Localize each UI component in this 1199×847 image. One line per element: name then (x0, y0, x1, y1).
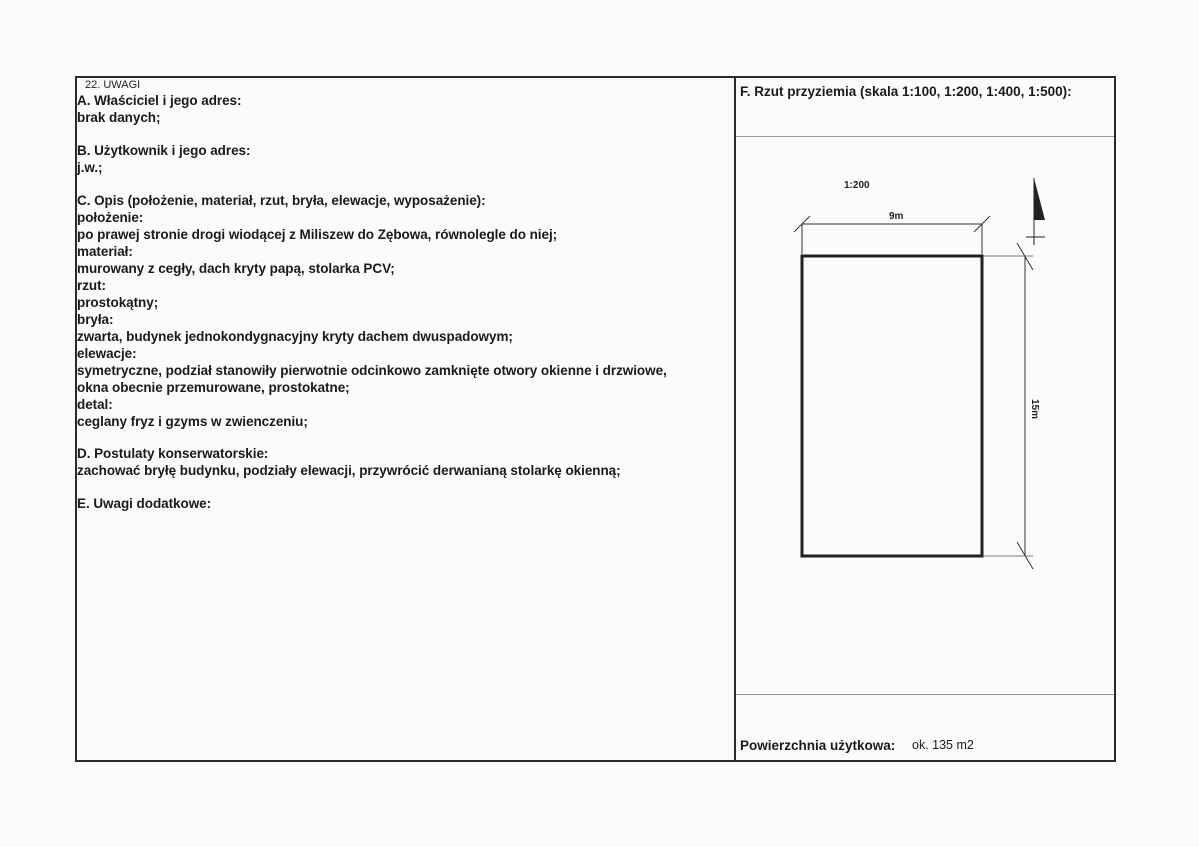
usable-area-value: ok. 135 m2 (912, 738, 974, 752)
plan-value: prostokątny; (77, 295, 159, 310)
material-label: materiał: (77, 244, 133, 259)
detail-label: detal: (77, 397, 113, 412)
description-heading: C. Opis (położenie, materiał, rzut, bryła, elewacje, wyposażenie): (77, 193, 486, 208)
owner-value: brak danych; (77, 110, 161, 125)
location-label: położenie: (77, 210, 144, 225)
width-label: 9m (889, 211, 904, 222)
elevations-label: elewacje: (77, 346, 137, 361)
elevations-value-1: symetryczne, podział stanowiły pierwotnie odcinkowo zamknięte otwory okienne i drzwiowe, (77, 363, 667, 378)
massing-value: zwarta, budynek jednokondygnacyjny kryty dachem dwuspadowym; (77, 329, 513, 344)
north-arrow-icon (1026, 178, 1045, 245)
postulates-heading: D. Postulaty konserwatorskie: (77, 446, 269, 461)
remarks-heading: E. Uwagi dodatkowe: (77, 496, 212, 511)
remarks-section (77, 79, 732, 512)
user-value: j.w.; (77, 160, 103, 175)
section-number: 22. UWAGI (85, 79, 141, 91)
owner-heading: A. Właściciel i jego adres: (77, 93, 242, 108)
length-label: 15m (1029, 399, 1040, 420)
floor-plan-drawing (736, 137, 1114, 694)
user-heading: B. Użytkownik i jego adres: (77, 143, 251, 158)
material-value: murowany z cegły, dach kryty papą, stolarka PCV; (77, 261, 395, 276)
building-outline (802, 256, 982, 556)
plan-label: rzut: (77, 278, 106, 293)
usable-area-label: Powierzchnia użytkowa: (740, 738, 896, 753)
location-value: po prawej stronie drogi wiodącej z Miliszew do Zębowa, równolegle do niej; (77, 227, 558, 242)
scale-label: 1:200 (844, 180, 870, 191)
massing-label: bryła: (77, 312, 114, 327)
detail-value: ceglany fryz i gzyms w zwienczeniu; (77, 414, 308, 429)
postulates-value: zachować bryłę budynku, podziały elewacji, przywrócić derwanianą stolarkę okienną; (77, 463, 621, 478)
floor-plan-heading: F. Rzut przyziemia (skala 1:100, 1:200, 1:400, 1:500): (740, 84, 1072, 99)
elevations-value-2: okna obecnie przemurowane, prostokatne; (77, 380, 350, 395)
